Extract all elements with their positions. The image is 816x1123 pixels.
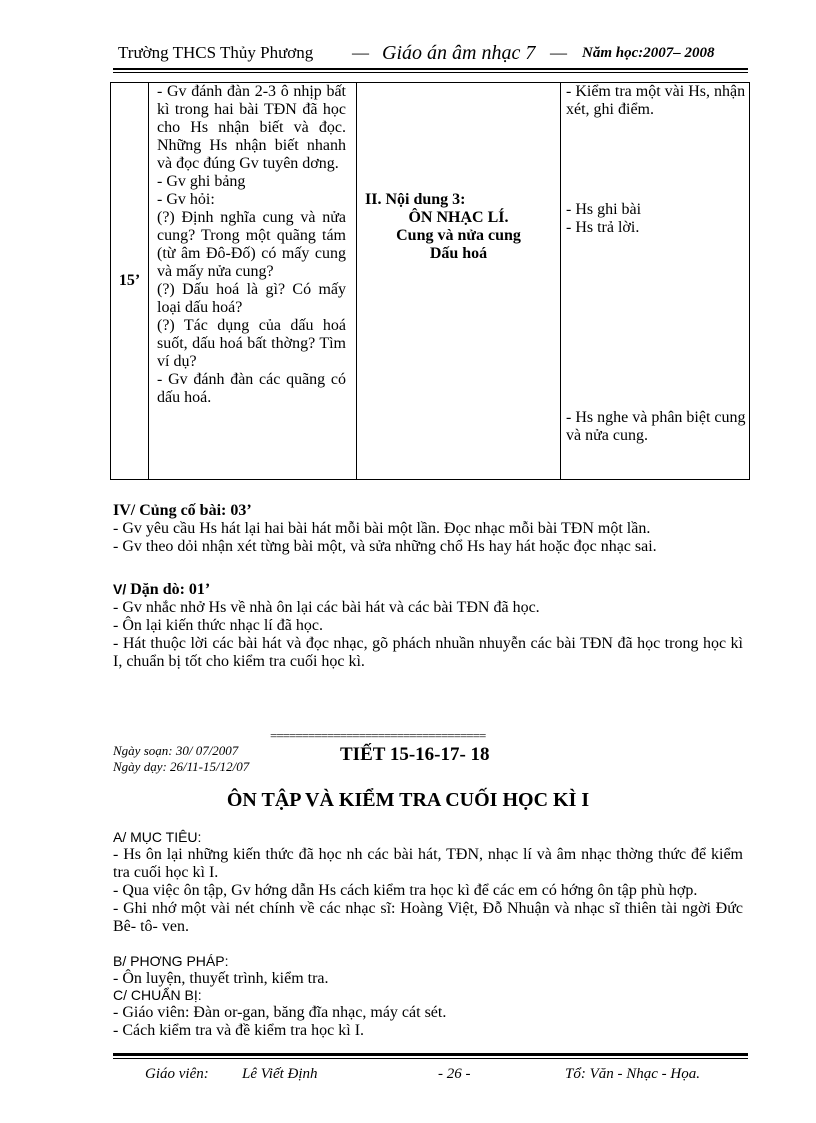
content-heading: II. Nội dung 3: [365, 191, 466, 208]
homework-line: - Ôn lại kiến thức nhạc lí đã học. [113, 617, 323, 634]
homework-line: - Hát thuộc lời các bài hát và đọc nhạc, gõ phách nhuần nhuyễn các bài TĐN đã học trong học kì I, chuẩn bị tốt cho kiểm tra cuối học kì. [113, 635, 743, 670]
student-line: - Hs trả lời. [566, 219, 640, 236]
consolidation-line: - Gv theo dỏi nhận xét từng bài một, và sửa những chổ Hs hay hát hoặc đọc nhạc sai. [113, 538, 657, 555]
section-heading: V/ Dặn dò: 01’ [113, 581, 211, 598]
teacher-line: (?) Tác dụng của dấu hoá suốt, dấu hoá bất thờng? Tìm ví dụ? [157, 317, 346, 370]
table-row [111, 83, 750, 480]
student-line: - Hs nghe và phân biệt cung và nửa cung. [566, 409, 746, 444]
teacher-activity-cell [149, 83, 357, 480]
review-title: ÔN TẬP VÀ KIỂM TRA CUỐI HỌC KÌ I [226, 789, 590, 811]
time-cell [111, 83, 149, 480]
teacher-line: - Gv hỏi: [157, 191, 215, 208]
header-dash: — [352, 43, 369, 62]
footer-rule-thin [113, 1058, 748, 1059]
teacher-line: - Gv ghi bảng [157, 173, 246, 190]
date-taught: Ngày dạy: 26/11-15/12/07 [113, 759, 250, 774]
method-line: - Ôn luyện, thuyết trình, kiểm tra. [113, 970, 329, 987]
student-line: - Kiểm tra một vài Hs, nhận xét, ghi điểm. [566, 83, 746, 118]
lesson-plan-table [110, 82, 750, 480]
homework-section [113, 580, 743, 671]
department: Tổ: Văn - Nhạc - Họa. [565, 1066, 700, 1082]
teacher-line: (?) Dấu hoá là gì? Có mấy loại dấu hoá? [157, 281, 346, 316]
preparation-line: - Cách kiểm tra và đề kiểm tra học kì I. [113, 1022, 365, 1039]
page-number: - 26 - [438, 1066, 471, 1082]
objective-line: - Qua việc ôn tập, Gv hớng dẫn Hs cách kiểm tra học kì để các em có hớng ôn tập phù hợp. [113, 882, 698, 899]
teacher-line: (?) Định nghĩa cung và nửa cung? Trong một quãng tám (từ âm Đô-Đố) có mấy cung và mấy nửa cung? [157, 209, 346, 280]
student-line: - Hs ghi bài [566, 201, 642, 218]
section-heading: IV/ Củng cố bài: 03’ [113, 502, 252, 519]
school-year: Năm học:2007– 2008 [582, 45, 715, 61]
objectives-section [113, 828, 743, 936]
consolidation-line: - Gv yêu cầu Hs hát lại hai bài hát mỗi bài một lần. Đọc nhạc mỗi bài TĐN một lần. [113, 520, 651, 537]
objective-line: - Ghi nhớ một vài nét chính về các nhạc sĩ: Hoàng Việt, Đỗ Nhuận và nhạc sĩ thiên tài ngời Đức Bê- tô- ven. [113, 900, 743, 935]
teacher-label: Giáo viên: [145, 1066, 209, 1082]
header-dash: — [550, 43, 567, 62]
content-subtitle: Dấu hoá [429, 245, 488, 262]
content-title: ÔN NHẠC LÍ. [408, 209, 509, 226]
content-subtitle: Cung và nửa cung [396, 227, 521, 244]
separator-line: ================================== [270, 728, 486, 743]
consolidation-section [113, 502, 743, 556]
time-value: 15’ [118, 272, 141, 289]
lesson-dates [113, 743, 249, 775]
section-heading: B/ PHƠNG PHÁP: [113, 953, 229, 969]
period-number: TIẾT 15-16-17- 18 [340, 744, 490, 765]
teacher-line: - Gv đánh đàn 2-3 ô nhịp bất kì trong hai bài TĐN đã học cho Hs nhận biết và đọc. Những Hs nhận biết nhanh và đọc đúng Gv tuyên dơng. [157, 83, 346, 172]
header-rule [113, 68, 748, 70]
date-prepared: Ngày soạn: 30/ 07/2007 [113, 743, 239, 758]
section-heading: A/ MỤC TIÊU: [113, 829, 202, 845]
header-rule-thin [113, 72, 748, 73]
teacher-name: Lê Viết Định [242, 1066, 318, 1082]
teacher-line: - Gv đánh đàn các quãng có dấu hoá. [157, 371, 346, 406]
objective-line: - Hs ôn lại những kiến thức đã học nh các bài hát, TĐN, nhạc lí và âm nhạc thờng thức để kiểm tra cuối học kì I. [113, 846, 743, 881]
footer-rule [113, 1053, 748, 1056]
preparation-section [113, 986, 743, 1040]
method-section [113, 952, 743, 988]
section-heading: C/ CHUẨN BỊ: [113, 987, 202, 1003]
student-activity-cell [561, 83, 750, 480]
homework-line: - Gv nhắc nhở Hs về nhà ôn lại các bài hát và các bài TĐN đã học. [113, 599, 540, 616]
lesson-title: Giáo án âm nhạc 7 [382, 42, 536, 64]
school-name: Trường THCS Thủy Phương [118, 43, 314, 62]
preparation-line: - Giáo viên: Đàn or-gan, băng đĩa nhạc, máy cát sét. [113, 1004, 447, 1021]
content-cell [357, 83, 561, 480]
